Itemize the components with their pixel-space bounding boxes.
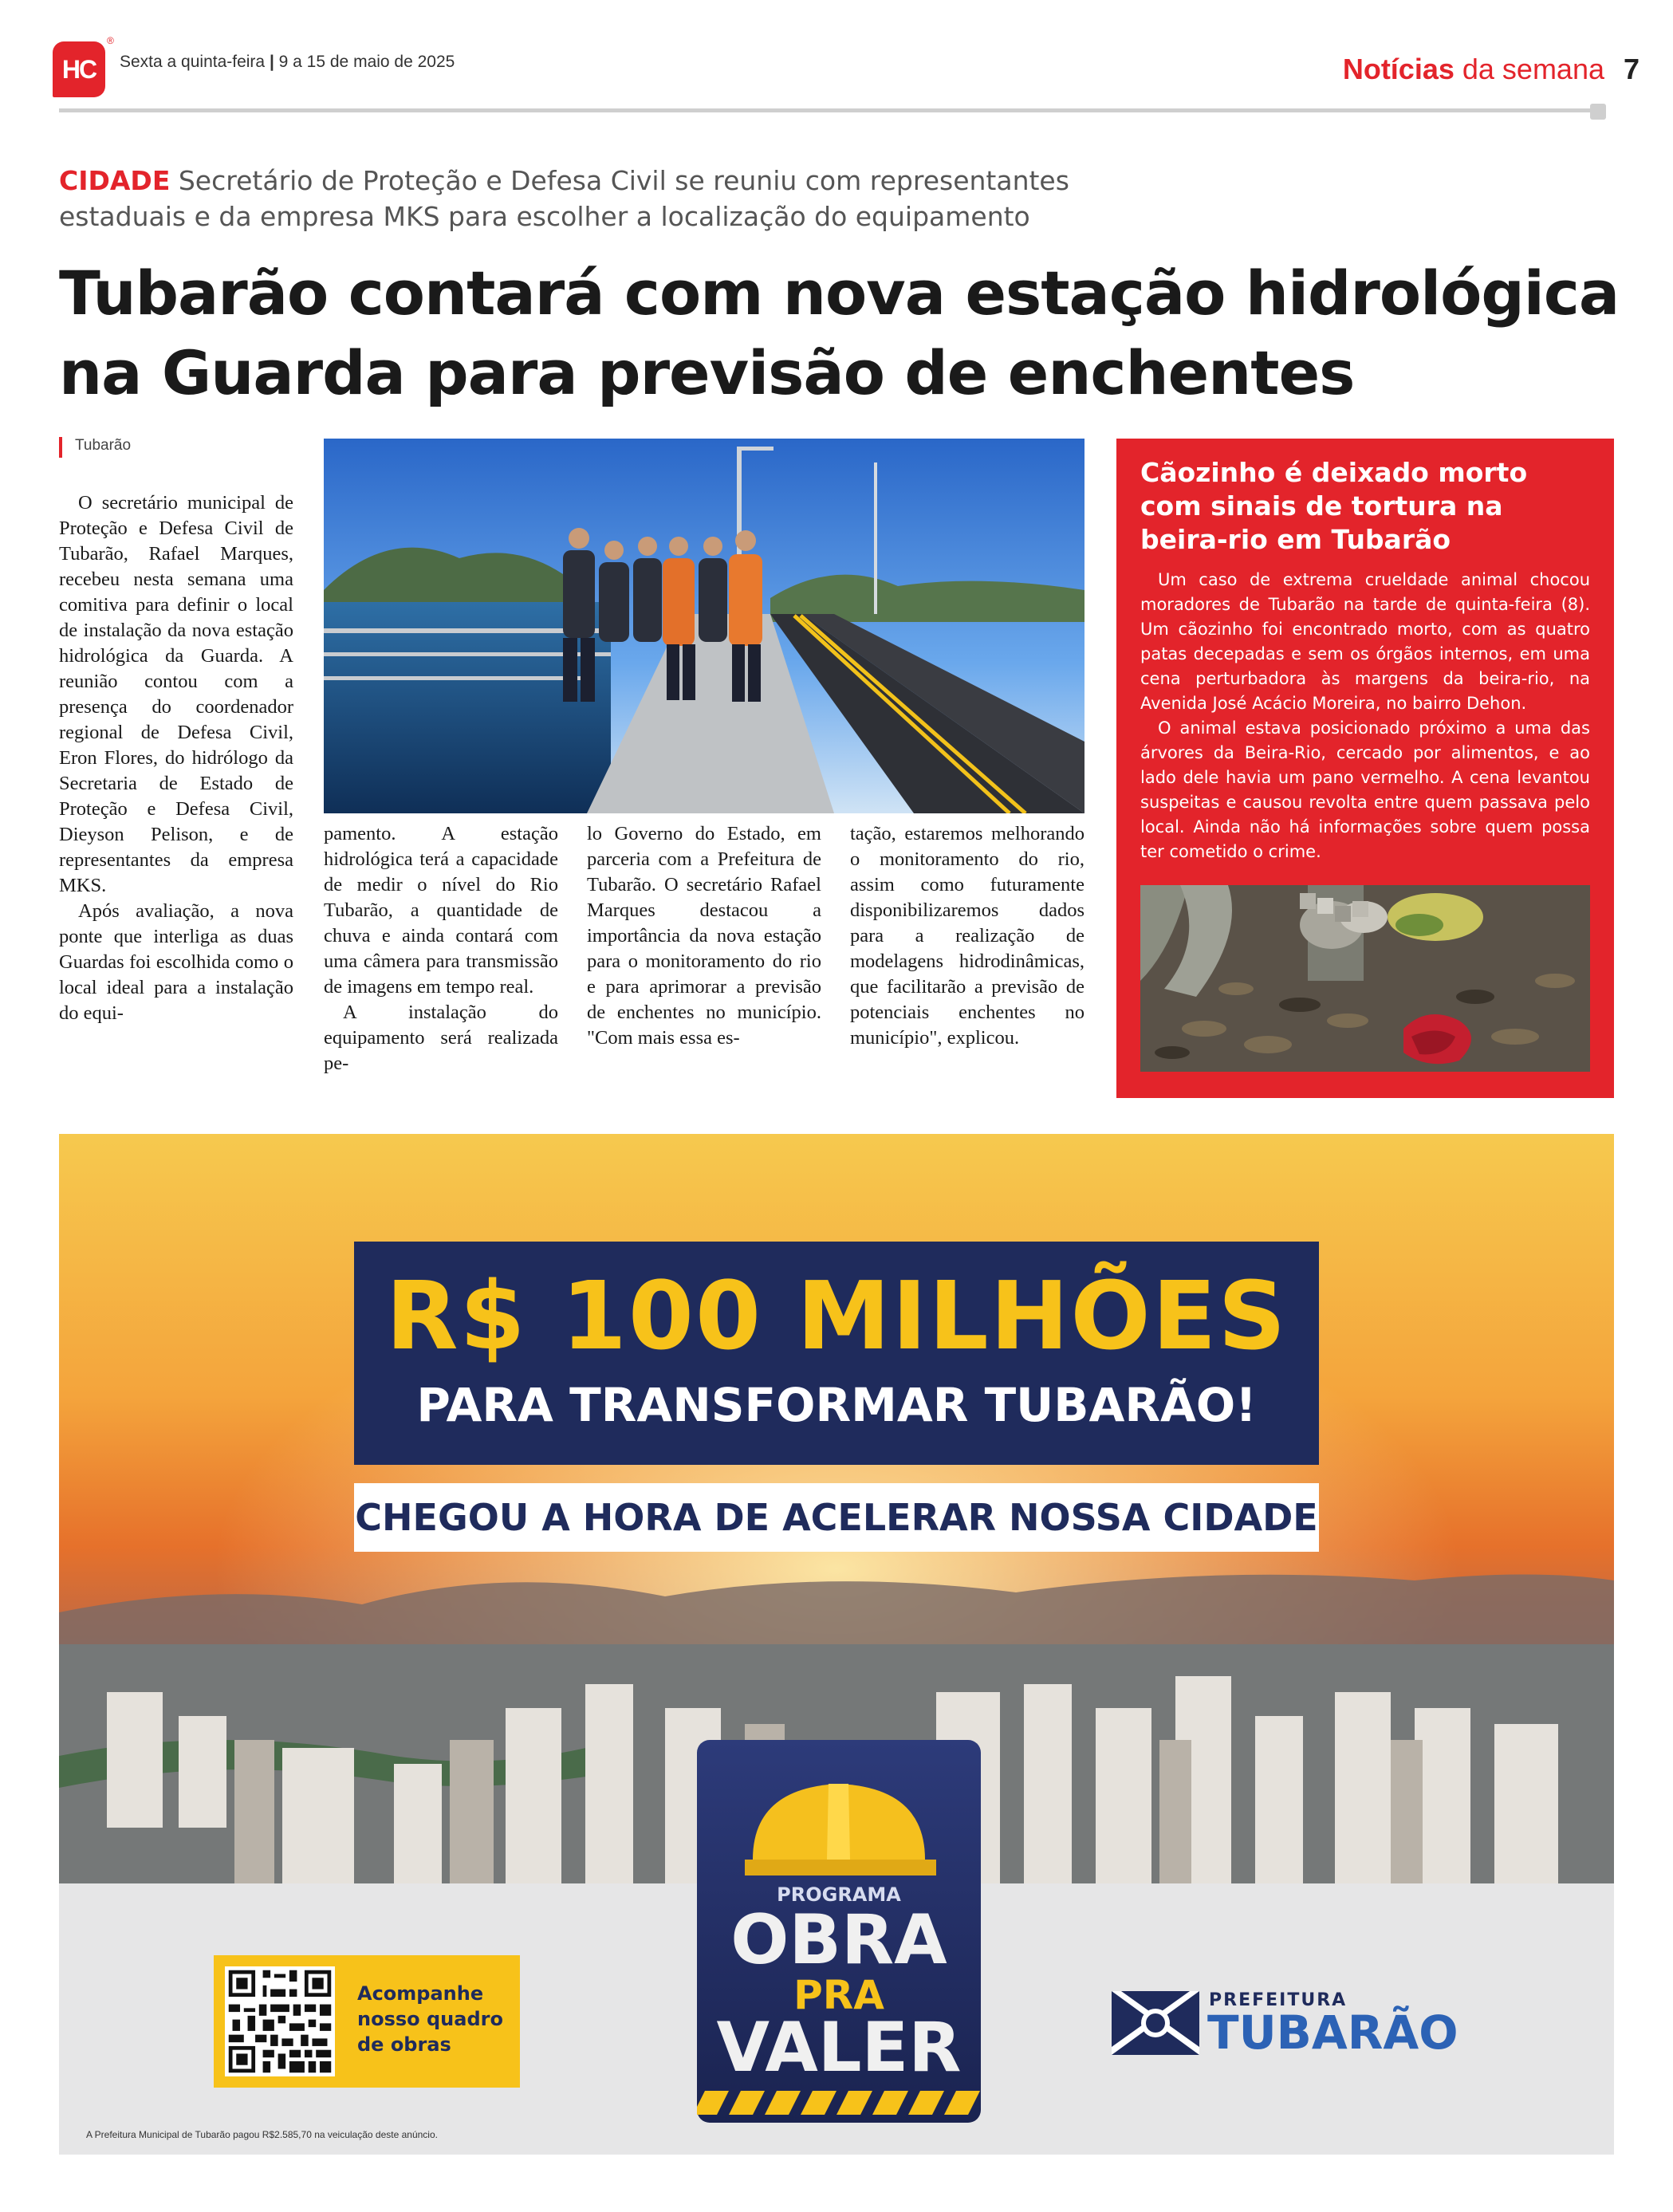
sidebar-box [1116,439,1614,1098]
program-badge [697,1740,981,2123]
sidebar-title: Cãozinho é deixado morto com sinais de tortura na beira-rio em Tubarão [1140,457,1528,555]
sidebar-text [1140,568,1590,864]
header-rule [59,108,1606,112]
article-photo [324,439,1084,813]
prefeitura-logo [1112,1987,1510,2059]
ad-headline-banner [354,1242,1319,1465]
article-column-1 [59,490,293,1026]
article-paragraph: A instalação do equipamento será realizada pe- [324,1002,558,1074]
edition-info [120,53,455,72]
sidebar-paragraph: Um caso de extrema crueldade animal chocou moradores de Tubarão na tarde de quinta-feira (8). Um cãozinho foi encontrado morto, com as quatro patas decepadas e sem os órgãos internos, em uma cena perturbadora às margens da beira-rio, na Avenida José Acácio Moreira, no bairro Dehon. [1140,570,1590,713]
program-line-3: VALER [716,2008,962,2088]
edition-days: Sexta a quinta-feira [120,53,266,71]
ground-photo-illustration [1140,885,1590,1072]
section-title-light: da semana [1454,53,1604,85]
article-headline: Tubarão contará com nova estação hidrológica na Guarda para previsão de enchentes [59,258,1620,408]
bridge-photo-illustration [324,439,1084,813]
qr-code-box[interactable] [214,1955,520,2088]
prefeitura-city-name: TUBARÃO [1207,2005,1458,2060]
program-label: PROGRAMA [777,1883,901,1906]
section-title [1343,53,1604,86]
program-line-2: PRA [793,1972,884,2018]
article-paragraph: pamento. A estação hidrológica terá a capacidade de medir o nível do Rio Tubarão, a quantidade de chuva e ainda contará com uma câmera para transmissão de imagens em tempo real. [324,823,558,998]
page-number: 7 [1623,53,1640,85]
hc-logo: HC [53,41,105,97]
article-column-3 [587,821,821,1051]
kicker-text: Secretário de Proteção e Defesa Civil se reuniu com representantes estaduais e da empresa MKS para escolher a localização do equipamento [59,165,1069,232]
article-paragraph: tação, estaremos melhorando o monitoramento do rio, assim como futuramente disponibilizaremos dados para a realização de modelagens hidrodinâmicas, que facilitarão a previsão de potenciais enchentes no município", explicou. [850,823,1084,1049]
article-column-4 [850,821,1084,1051]
qr-code-caption: Acompanhe nosso quadro de obras [357,1982,503,2056]
kicker-tag: CIDADE [59,165,171,196]
ad-disclaimer: A Prefeitura Municipal de Tubarão pagou R$2.585,70 na veiculação deste anúncio. [86,2129,438,2140]
sidebar-paragraph: O animal estava posicionado próximo a uma das árvores da Beira-Rio, cercado por alimentos, e ao lado dele havia um pano vermelho. A cena levantou suspeitas e causou revolta entre quem passava pelo local. Ainda não há informações sobre quem possa ter cometido o crime. [1140,718,1590,861]
article-paragraph: Após avaliação, a nova ponte que interliga as duas Guardas foi escolhida como o local ideal para a instalação do equi- [59,900,293,1024]
ad-subheadline: PARA TRANSFORMAR TUBARÃO! [416,1378,1257,1432]
edition-separator: | [265,53,279,71]
ad-tagline-banner [354,1483,1319,1552]
ad-headline: R$ 100 MILHÕES [385,1261,1288,1371]
ad-tagline: CHEGOU A HORA DE ACELERAR NOSSA CIDADE [355,1496,1318,1539]
advertisement [59,1134,1614,2155]
article-paragraph: lo Governo do Estado, em parceria com a Prefeitura de Tubarão. O secretário Rafael Marques destacou a importância da nova estação para o monitoramento do rio e para aprimorar a previsão de enchentes no município. "Com mais essa es- [587,823,821,1049]
article-kicker [59,163,1096,234]
registered-mark: ® [107,35,114,46]
qr-code-graphic [225,1966,335,2076]
article-paragraph: O secretário municipal de Proteção e Defesa Civil de Tubarão, Rafael Marques, recebeu nesta semana uma comitiva para definir o local de instalação da nova estação hidrológica da Guarda. A reunião contou com a presença do coordenador regional de Defesa Civil, Eron Flores, do hidrólogo da Secretaria de Estado de Proteção e Defesa Civil, Dieyson Pelison, e de representantes da empresa MKS. [59,492,293,896]
city-flag-icon [1112,1991,1199,2055]
section-title-strong: Notícias [1342,53,1455,85]
prefeitura-small-label: PREFEITURA [1209,1990,1348,2010]
qr-code-icon[interactable] [225,1966,335,2076]
edition-dates: 9 a 15 de maio de 2025 [278,53,455,71]
header-rule-cap [1590,104,1606,120]
article-column-2 [324,821,558,1076]
program-line-1: OBRA [730,1900,947,1980]
article-byline: Tubarão [59,437,131,458]
sidebar-photo [1140,885,1590,1072]
